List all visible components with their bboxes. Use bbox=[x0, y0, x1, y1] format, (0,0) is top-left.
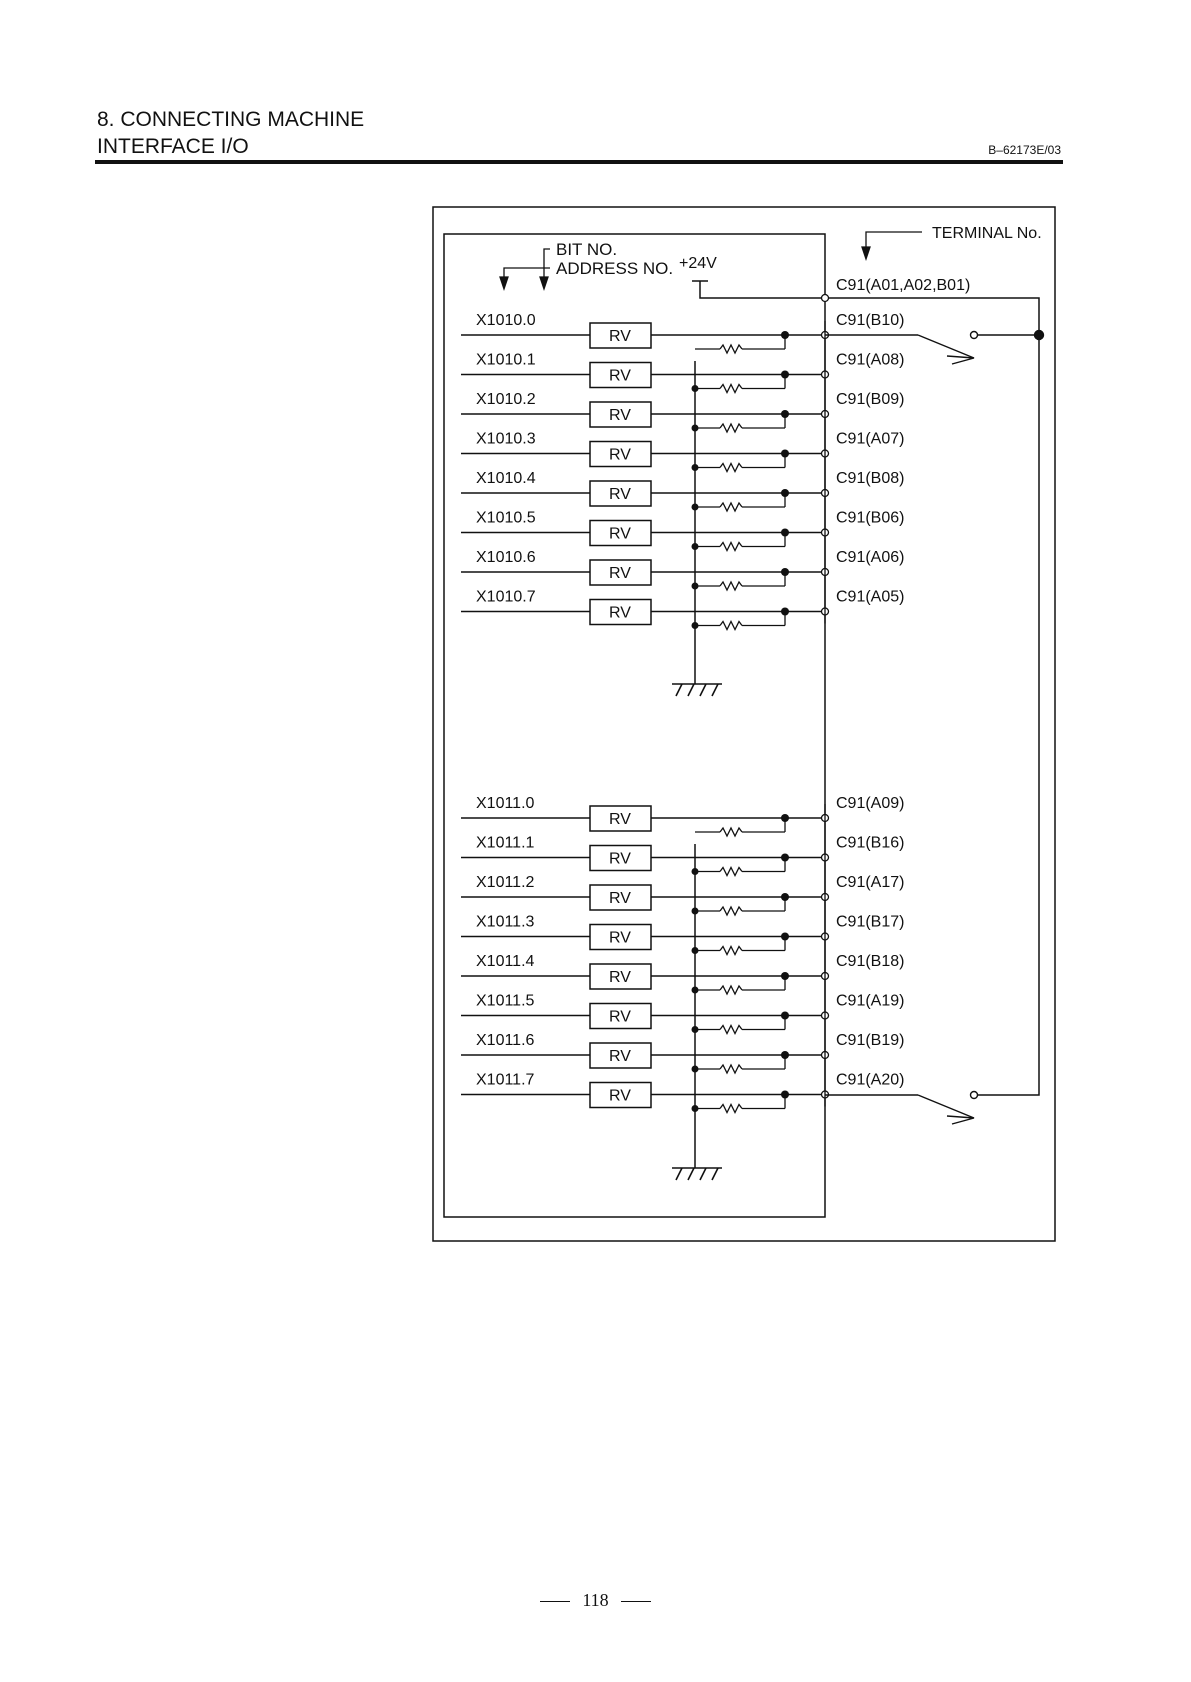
receiver-label: RV bbox=[609, 486, 631, 503]
terminal-label: C91(B19) bbox=[836, 1032, 905, 1049]
receiver-label: RV bbox=[609, 604, 631, 622]
address-label: X1010.5 bbox=[476, 509, 536, 527]
input-row bbox=[461, 1072, 904, 1113]
supply-voltage-label: +24V bbox=[679, 255, 717, 272]
terminal-label: C91(B06) bbox=[836, 509, 905, 527]
receiver-label: RV bbox=[609, 328, 631, 345]
input-row bbox=[461, 795, 904, 836]
terminal-label: C91(B18) bbox=[836, 953, 905, 970]
input-row bbox=[461, 1032, 904, 1073]
terminal-label: C91(B09) bbox=[836, 391, 905, 408]
address-label: X1011.5 bbox=[476, 992, 535, 1010]
terminal-no-label: TERMINAL No. bbox=[932, 225, 1042, 242]
input-row bbox=[461, 953, 904, 994]
address-label: X1011.6 bbox=[476, 1032, 535, 1049]
terminal-label: C91(A05) bbox=[836, 588, 905, 606]
receiver-label: RV bbox=[609, 446, 631, 464]
terminal-label: C91(A06) bbox=[836, 549, 905, 566]
address-label: X1010.6 bbox=[476, 549, 536, 566]
page-number-text: 118 bbox=[582, 1590, 609, 1610]
receiver-label: RV bbox=[609, 1048, 631, 1065]
input-row bbox=[461, 589, 904, 630]
terminal-label: C91(A17) bbox=[836, 874, 905, 891]
input-row bbox=[461, 510, 904, 551]
input-row bbox=[461, 352, 904, 393]
address-label: X1010.4 bbox=[476, 470, 536, 487]
address-label: X1011.3 bbox=[476, 913, 535, 931]
address-label: X1010.2 bbox=[476, 391, 536, 408]
address-label: X1010.1 bbox=[476, 351, 536, 369]
input-row bbox=[461, 835, 904, 876]
receiver-label: RV bbox=[609, 969, 631, 986]
common-terminal-label: C91(A01,A02,B01) bbox=[836, 277, 971, 294]
input-row bbox=[461, 874, 904, 915]
terminal-label: C91(A09) bbox=[836, 795, 905, 812]
bit-no-label: BIT NO. bbox=[556, 240, 618, 259]
receiver-label: RV bbox=[609, 407, 631, 424]
terminal-common bbox=[822, 295, 829, 302]
terminal-label: C91(B10) bbox=[836, 312, 905, 329]
input-row bbox=[461, 431, 904, 472]
receiver-label: RV bbox=[609, 811, 631, 828]
address-label: X1011.1 bbox=[476, 834, 535, 852]
receiver-label: RV bbox=[609, 525, 631, 543]
receiver-label: RV bbox=[609, 367, 631, 385]
page-number bbox=[0, 1590, 1191, 1611]
section-title-line1: 8. CONNECTING MACHINE bbox=[97, 108, 365, 131]
receiver-label: RV bbox=[609, 1087, 631, 1105]
address-label: X1011.0 bbox=[476, 795, 535, 812]
input-group-x1010 bbox=[461, 312, 904, 684]
input-row bbox=[461, 470, 904, 511]
address-label: X1010.0 bbox=[476, 312, 536, 329]
input-row bbox=[461, 993, 904, 1034]
terminal-legend bbox=[862, 232, 922, 259]
receiver-label: RV bbox=[609, 1008, 631, 1026]
legend-bit-address bbox=[500, 249, 550, 289]
receiver-label: RV bbox=[609, 850, 631, 868]
document-number: B–62173E/03 bbox=[988, 143, 1061, 157]
address-label: X1011.2 bbox=[476, 874, 535, 891]
input-row bbox=[461, 312, 904, 353]
terminal-label: C91(A20) bbox=[836, 1071, 905, 1089]
terminal-label: C91(B08) bbox=[836, 470, 905, 487]
input-row bbox=[461, 914, 904, 955]
address-label: X1011.4 bbox=[476, 953, 535, 970]
section-title-line2: INTERFACE I/O bbox=[97, 135, 249, 158]
input-group-x1011 bbox=[461, 795, 904, 1168]
address-label: X1011.7 bbox=[476, 1071, 535, 1089]
terminal-label: C91(B17) bbox=[836, 913, 905, 931]
address-label: X1010.7 bbox=[476, 588, 536, 606]
external-contact-x1011-7 bbox=[825, 1092, 978, 1125]
ground-icon bbox=[672, 1168, 722, 1180]
address-label: X1010.3 bbox=[476, 430, 536, 448]
terminal-label: C91(A19) bbox=[836, 992, 905, 1010]
terminal-label: C91(A08) bbox=[836, 351, 905, 369]
receiver-label: RV bbox=[609, 565, 631, 582]
terminal-label: C91(B16) bbox=[836, 834, 905, 852]
address-no-label: ADDRESS NO. bbox=[556, 259, 674, 278]
receiver-label: RV bbox=[609, 890, 631, 907]
page-number-dash bbox=[540, 1601, 570, 1602]
ground-icon bbox=[672, 684, 722, 696]
page-number-dash bbox=[621, 1601, 651, 1602]
input-row bbox=[461, 549, 904, 590]
terminal-label: C91(A07) bbox=[836, 430, 905, 448]
receiver-label: RV bbox=[609, 929, 631, 947]
input-row bbox=[461, 391, 904, 432]
